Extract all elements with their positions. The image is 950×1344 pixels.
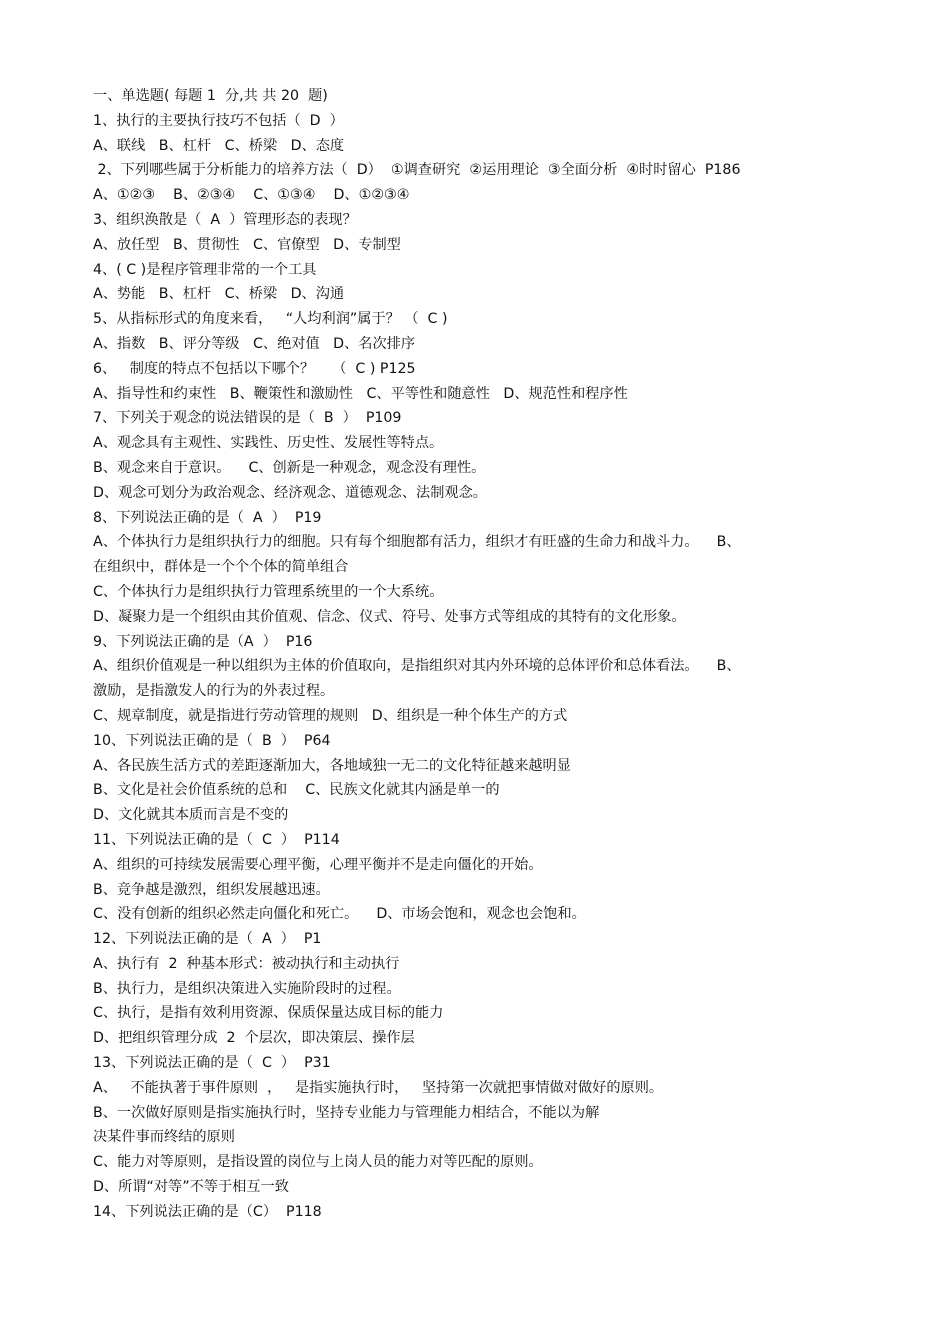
text-line: A、执行有 2 种基本形式：被动执行和主动执行	[93, 955, 400, 972]
text-line: A、指导性和约束性 B、鞭策性和激励性 C、平等性和随意性 D、规范性和程序性	[93, 385, 628, 402]
text-line: 3、组织涣散是（ A ）管理形态的表现？	[93, 211, 357, 228]
text-line: C、能力对等原则，是指设置的岗位与上岗人员的能力对等匹配的原则。	[93, 1154, 543, 1171]
text-line: A、观念具有主观性、实践性、历史性、发展性等特点。	[93, 435, 444, 452]
text-line: A、联线 B、杠杆 C、桥梁 D、态度	[93, 137, 345, 154]
text-line: D、文化就其本质而言是不变的	[93, 807, 289, 824]
text-line: C、规章制度，就是指进行劳动管理的规则 D、组织是一种个体生产的方式	[93, 707, 568, 724]
text-line: D、凝聚力是一个组织由其价值观、信念、仪式、符号、处事方式等组成的其特有的文化形象。	[93, 608, 686, 625]
text-line: 决某件事而终结的原则	[93, 1129, 235, 1146]
text-line: 激励，是指激发人的行为的外表过程。	[93, 683, 335, 700]
text-line: C、没有创新的组织必然走向僵化和死亡。 D、市场会饱和，观念也会饱和。	[93, 906, 586, 923]
text-line: 14、下列说法正确的是（C） P118	[93, 1203, 322, 1220]
text-line: C、执行，是指有效利用资源、保质保量达成目标的能力	[93, 1005, 444, 1022]
text-line: B、观念来自于意识。 C、创新是一种观念，观念没有理性。	[93, 459, 486, 476]
text-line: A、放任型 B、贯彻性 C、官僚型 D、专制型	[93, 236, 401, 253]
text-line: 13、下列说法正确的是（ C ） P31	[93, 1055, 331, 1072]
text-line: 5、从指标形式的角度来看， “人均利润”属于？ （ C )	[93, 311, 448, 328]
text-line: A、势能 B、杠杆 C、桥梁 D、沟通	[93, 286, 345, 303]
text-line: 11、下列说法正确的是（ C ） P114	[93, 831, 340, 848]
text-line: B、执行力，是组织决策进入实施阶段时的过程。	[93, 980, 401, 997]
text-line: 10、下列说法正确的是（ B ） P64	[93, 732, 331, 749]
text-line: A、指数 B、评分等级 C、绝对值 D、名次排序	[93, 335, 416, 352]
text-line: A、组织的可持续发展需要心理平衡，心理平衡并不是走向僵化的开始。	[93, 856, 543, 873]
text-line: B、一次做好原则是指实施执行时，坚持专业能力与管理能力相结合，不能以为解	[93, 1104, 600, 1121]
text-line: C、个体执行力是组织执行力管理系统里的一个大系统。	[93, 583, 444, 600]
text-line: 7、下列关于观念的说法错误的是（ B ） P109	[93, 410, 402, 427]
text-line: B、竞争越是激烈，组织发展越迅速。	[93, 881, 330, 898]
text-line: B、文化是社会价值系统的总和 C、民族文化就其内涵是单一的	[93, 782, 500, 799]
text-line: 在组织中，群体是一个个个体的简单组合	[93, 559, 349, 576]
text-line: D、观念可划分为政治观念、经济观念、道德观念、法制观念。	[93, 484, 487, 501]
document-body	[93, 84, 863, 1225]
text-line: 8、下列说法正确的是（ A ） P19	[93, 509, 322, 526]
text-line: 1、执行的主要执行技巧不包括（ D ）	[93, 112, 344, 129]
text-line: 一、单选题( 每题 1 分,共 共 20 题)	[93, 88, 328, 104]
text-line: A、个体执行力是组织执行力的细胞。只有每个细胞都有活力，组织才有旺盛的生命力和战斗力。 B、	[93, 534, 741, 551]
text-line: D、把组织管理分成 2 个层次，即决策层、操作层	[93, 1030, 415, 1047]
text-line: 4、( C )是程序管理非常的一个工具	[93, 261, 317, 278]
text-line: 9、下列说法正确的是（A ） P16	[93, 633, 313, 650]
text-line: A、 不能执著于事件原则 ， 是指实施执行时， 坚持第一次就把事情做对做好的原则。	[93, 1079, 664, 1096]
text-line: D、所谓“对等”不等于相互一致	[93, 1179, 289, 1196]
text-line: A、各民族生活方式的差距逐渐加大，各地域独一无二的文化特征越来越明显	[93, 757, 571, 774]
text-line: 2、下列哪些属于分析能力的培养方法（ D） ①调查研究 ②运用理论 ③全面分析 ④时时留心 P186	[93, 162, 741, 179]
text-line: 6、 制度的特点不包括以下哪个？ （ C ) P125	[93, 360, 416, 377]
text-line: A、组织价值观是一种以组织为主体的价值取向，是指组织对其内外环境的总体评价和总体看法。 B、	[93, 658, 741, 675]
text-line: 12、下列说法正确的是（ A ） P1	[93, 931, 322, 948]
text-line: A、①②③ B、②③④ C、①③④ D、①②③④	[93, 187, 410, 204]
